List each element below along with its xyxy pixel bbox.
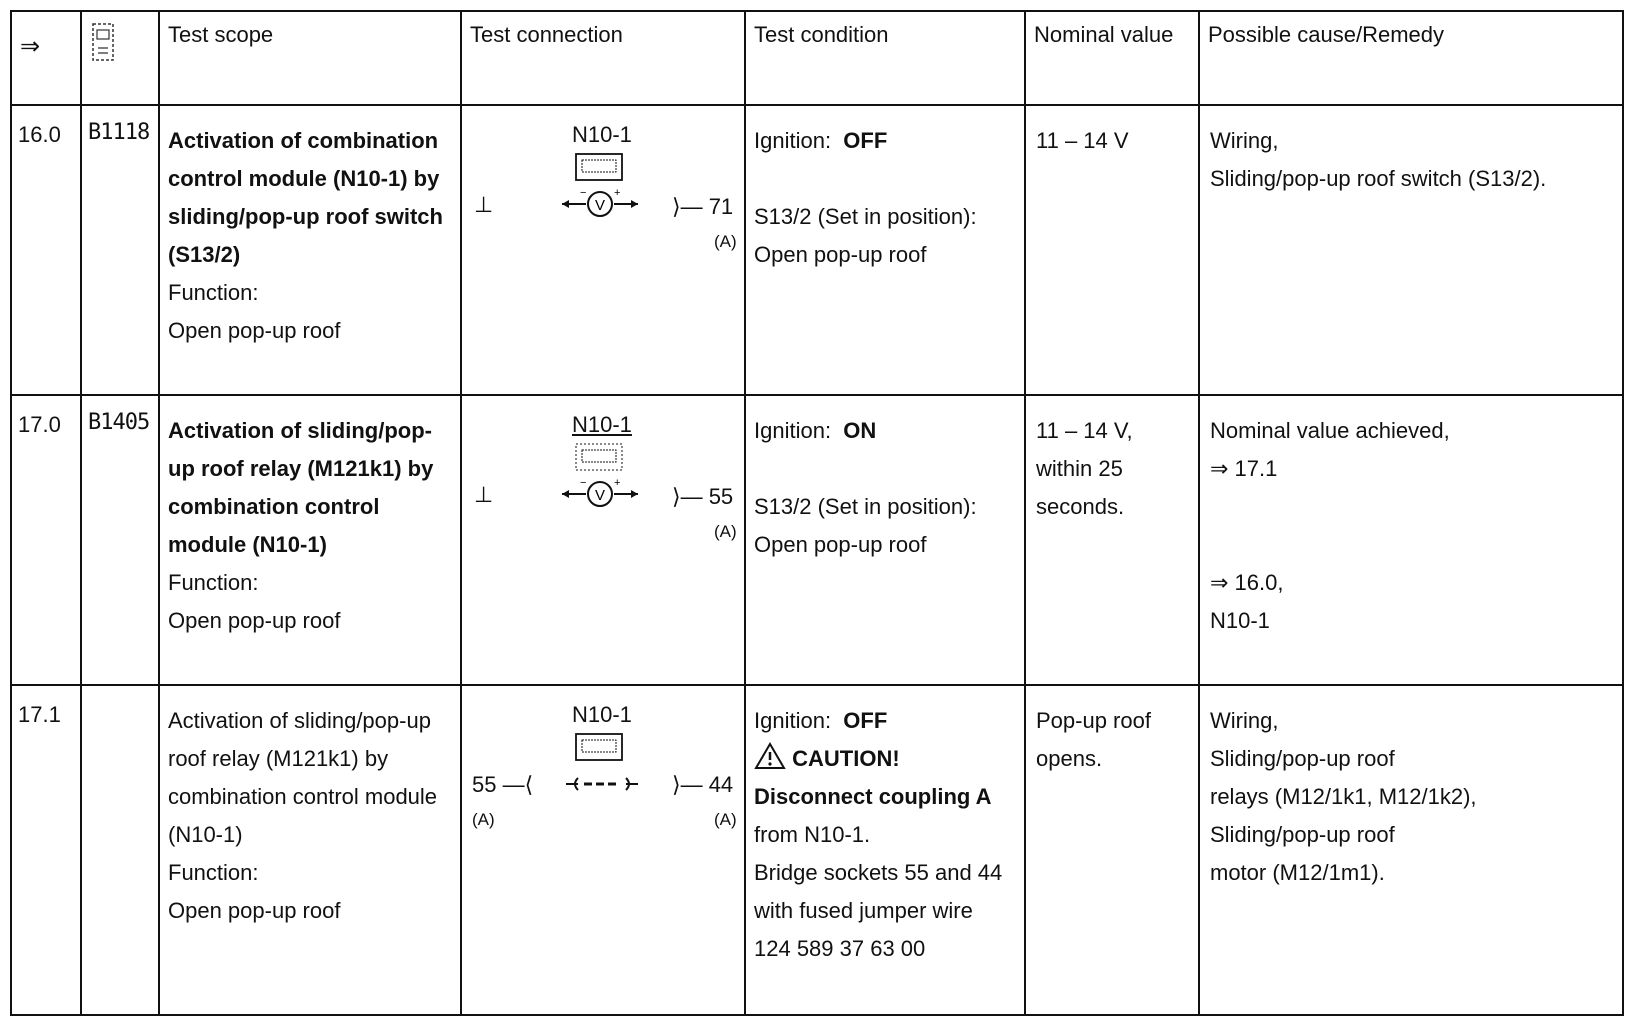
module-label: N10-1 — [572, 412, 632, 437]
remedy-line: Sliding/pop-up roof — [1210, 822, 1395, 847]
test-scope — [159, 685, 461, 1015]
ignition-label: Ignition: — [754, 418, 832, 443]
scope-line: Activation of sliding/pop- — [168, 418, 432, 443]
module-icon — [574, 152, 624, 182]
remedy — [1199, 105, 1623, 395]
header-tester-icon — [81, 11, 159, 105]
ignition-line — [754, 412, 1016, 450]
warning-icon — [754, 742, 786, 770]
nominal-line: seconds. — [1036, 494, 1125, 519]
nominal-line: within 25 — [1036, 456, 1123, 481]
condition-line: Open pop-up roof — [754, 532, 927, 557]
ignition-label: Ignition: — [754, 128, 832, 153]
ignition-value: ON — [843, 418, 877, 443]
scope-line: Function: — [168, 570, 259, 595]
voltmeter-icon — [560, 476, 640, 508]
test-condition — [745, 105, 1025, 395]
condition-line: from N10-1. — [754, 822, 871, 847]
header-test-scope: Test scope — [159, 11, 461, 105]
caution-label: CAUTION! — [792, 746, 900, 771]
condition-line: S13/2 (Set in position): — [754, 494, 977, 519]
svg-text:−: − — [580, 477, 587, 489]
test-connection — [461, 685, 745, 1015]
remedy-line: Wiring, — [1210, 708, 1279, 733]
nominal-line: opens. — [1036, 746, 1103, 771]
step-number: 17.0 — [11, 395, 81, 685]
condition-line: Bridge sockets 55 and 44 — [754, 860, 1003, 885]
remedy-line: N10-1 — [1210, 608, 1270, 633]
svg-text:+: + — [614, 477, 621, 489]
scope-line: up roof relay (M121k1) by — [168, 456, 434, 481]
ignition-line — [754, 702, 1016, 740]
svg-text:V: V — [595, 197, 606, 214]
ground-symbol: ⊥ — [474, 192, 494, 217]
scope-line: Activation of sliding/pop-up — [168, 708, 431, 733]
fault-code: B1405 — [81, 395, 159, 685]
scope-line: Function: — [168, 280, 259, 305]
module-label: N10-1 — [572, 122, 632, 147]
remedy-line: Sliding/pop-up roof — [1210, 746, 1395, 771]
scope-line: roof relay (M121k1) by — [168, 746, 389, 771]
condition-line: Open pop-up roof — [754, 242, 927, 267]
condition-line: with fused jumper wire — [754, 898, 973, 923]
header-test-connection: Test connection — [461, 11, 745, 105]
condition-line: 124 589 37 63 00 — [754, 936, 926, 961]
fault-code — [81, 685, 159, 1015]
nominal-value — [1025, 685, 1199, 1015]
scope-line: module (N10-1) — [168, 532, 327, 557]
scope-line: combination control — [168, 494, 380, 519]
nominal-value — [1025, 105, 1199, 395]
remedy — [1199, 395, 1623, 685]
step-number: 16.0 — [11, 105, 81, 395]
remedy-line: relays (M12/1k1, M12/1k2), — [1210, 784, 1477, 809]
module-icon — [574, 442, 624, 472]
nominal-value — [1025, 395, 1199, 685]
scope-line: Activation of combination — [168, 128, 439, 153]
test-condition — [745, 685, 1025, 1015]
remedy-line: Nominal value achieved, — [1210, 418, 1450, 443]
voltmeter-icon — [560, 186, 640, 218]
module-icon — [574, 732, 624, 762]
svg-text:V: V — [595, 487, 606, 504]
remedy-link[interactable]: ⇒ 16.0, — [1210, 570, 1284, 595]
table-row — [11, 395, 1623, 685]
remedy-line: Sliding/pop-up roof switch (S13/2). — [1210, 166, 1547, 191]
scope-line: Function: — [168, 860, 259, 885]
nominal-line: 11 – 14 V, — [1036, 418, 1133, 443]
condition-line: Disconnect coupling A — [754, 784, 992, 809]
test-connection — [461, 395, 745, 685]
test-scope — [159, 105, 461, 395]
svg-text:+: + — [614, 187, 621, 199]
scope-line: Open pop-up roof — [168, 898, 341, 923]
socket-label: ⟩— 71 — [672, 194, 734, 219]
header-remedy: Possible cause/Remedy — [1199, 11, 1623, 105]
coupling-label: (A) — [714, 232, 737, 251]
caution-line — [754, 740, 1016, 778]
scope-line: (N10-1) — [168, 822, 243, 847]
socket-label: ⟩— 55 — [672, 484, 734, 509]
test-scope — [159, 395, 461, 685]
table-row — [11, 685, 1623, 1015]
nominal-line: Pop-up roof — [1036, 708, 1151, 733]
scope-line: Open pop-up roof — [168, 608, 341, 633]
coupling-label: (A) — [714, 522, 737, 541]
scope-line: sliding/pop-up roof switch — [168, 204, 443, 229]
module-label: N10-1 — [572, 702, 632, 727]
header-nominal-value: Nominal value — [1025, 11, 1199, 105]
svg-text:−: − — [580, 187, 587, 199]
header-arrow: ⇒ — [11, 11, 81, 105]
nominal-line: 11 – 14 V — [1036, 128, 1129, 153]
remedy — [1199, 685, 1623, 1015]
step-number: 17.1 — [11, 685, 81, 1015]
coupling-label: (A) — [714, 810, 737, 829]
scope-line: (S13/2) — [168, 242, 241, 267]
ground-symbol: ⊥ — [474, 482, 494, 507]
socket-label: ⟩— 44 — [672, 772, 734, 797]
scope-line: Open pop-up roof — [168, 318, 341, 343]
remedy-line: Wiring, — [1210, 128, 1279, 153]
jumper-wire-icon — [562, 772, 642, 796]
ignition-line — [754, 122, 1016, 160]
coupling-label: (A) — [472, 810, 495, 829]
ignition-value: OFF — [843, 708, 888, 733]
remedy-line: motor (M12/1m1). — [1210, 860, 1385, 885]
condition-line: S13/2 (Set in position): — [754, 204, 977, 229]
header-test-condition: Test condition — [745, 11, 1025, 105]
test-condition — [745, 395, 1025, 685]
scope-line: control module (N10-1) by — [168, 166, 440, 191]
remedy-link[interactable]: ⇒ 17.1 — [1210, 456, 1278, 481]
tester-icon — [90, 22, 116, 62]
test-connection — [461, 105, 745, 395]
fault-code: B1118 — [81, 105, 159, 395]
test-table — [10, 10, 1624, 1016]
socket-label: 55 —⟨ — [472, 772, 534, 797]
table-row — [11, 105, 1623, 395]
scope-line: combination control module — [168, 784, 438, 809]
ignition-value: OFF — [843, 128, 888, 153]
ignition-label: Ignition: — [754, 708, 832, 733]
header-row — [11, 11, 1623, 105]
